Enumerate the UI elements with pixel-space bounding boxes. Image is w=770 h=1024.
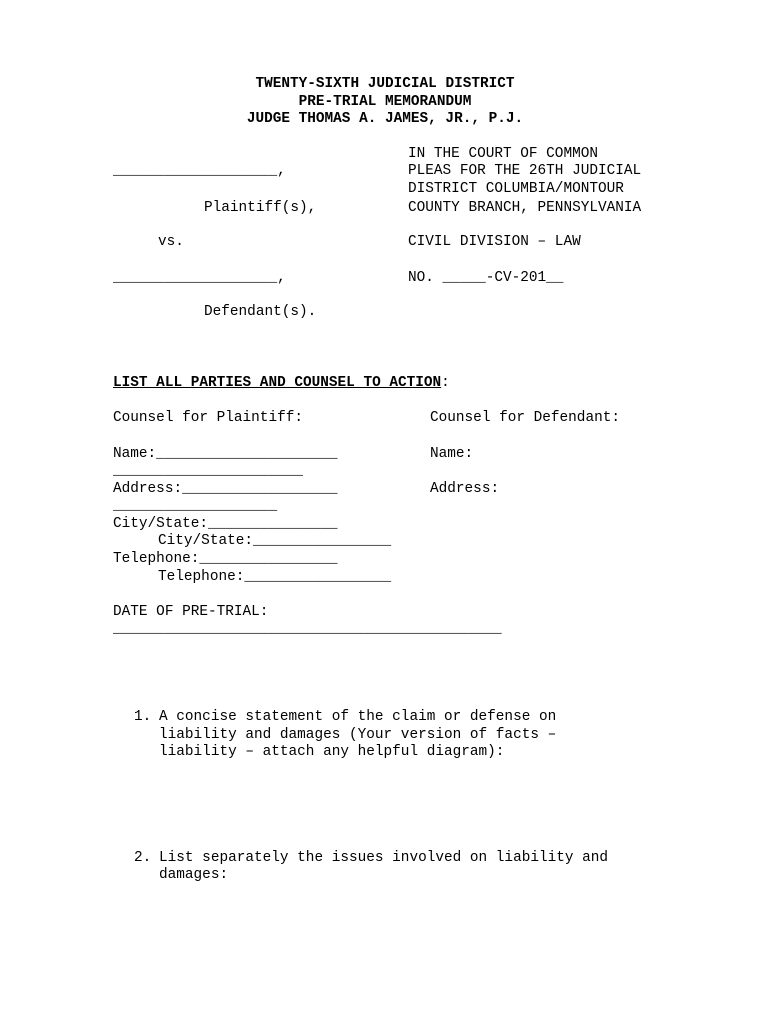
defendant-address-field: Address:: [430, 481, 500, 497]
plaintiff-address-continuation: ___________________: [113, 498, 278, 514]
item-1-line-2: liability and damages (Your version of facts –: [159, 727, 557, 743]
court-line-1: IN THE COURT OF COMMON: [408, 146, 598, 162]
defendant-blank: ___________________,: [113, 270, 286, 286]
parties-heading-colon: :: [441, 375, 450, 391]
pretrial-date-blank: _____________________________________________: [113, 621, 502, 637]
district-title: TWENTY-SIXTH JUDICIAL DISTRICT: [255, 76, 515, 92]
defendant-label: Defendant(s).: [204, 304, 317, 320]
item-2-line-2: damages:: [159, 867, 229, 883]
defendant-counsel-label: Counsel for Defendant:: [430, 410, 620, 426]
court-line-3: DISTRICT COLUMBIA/MONTOUR: [408, 181, 624, 197]
memorandum-title: PRE-TRIAL MEMORANDUM: [298, 94, 472, 110]
item-1-number: 1.: [134, 709, 152, 725]
court-line-2: PLEAS FOR THE 26TH JUDICIAL: [408, 163, 642, 179]
case-number: NO. _____-CV-201__: [408, 270, 564, 286]
parties-heading-text: LIST ALL PARTIES AND COUNSEL TO ACTION: [113, 375, 442, 391]
defendant-name-field: Name:: [430, 446, 474, 462]
plaintiff-address-field: Address:__________________: [113, 481, 338, 497]
plaintiff-telephone-field: Telephone:________________: [113, 551, 338, 567]
plaintiff-name-field: Name:_____________________: [113, 446, 338, 462]
defendant-telephone-field: Telephone:_________________: [158, 569, 392, 585]
item-1-line-1: A concise statement of the claim or defense on: [159, 709, 557, 725]
pretrial-date-label: DATE OF PRE-TRIAL:: [113, 604, 269, 620]
division-label: CIVIL DIVISION – LAW: [408, 234, 581, 250]
plaintiff-blank: ___________________,: [113, 163, 286, 179]
court-line-4: COUNTY BRANCH, PENNSYLVANIA: [408, 200, 642, 216]
item-2-line-1: List separately the issues involved on liability and: [159, 850, 609, 866]
judge-title: JUDGE THOMAS A. JAMES, JR., P.J.: [246, 111, 524, 127]
versus-label: vs.: [158, 234, 184, 250]
plaintiff-label: Plaintiff(s),: [204, 200, 317, 216]
plaintiff-city-field: City/State:_______________: [113, 516, 338, 532]
plaintiff-counsel-label: Counsel for Plaintiff:: [113, 410, 303, 426]
plaintiff-name-continuation: ______________________: [113, 463, 303, 479]
parties-heading: [113, 375, 450, 393]
defendant-city-field: City/State:________________: [158, 533, 392, 549]
item-2-number: 2.: [134, 850, 152, 866]
item-1-line-3: liability – attach any helpful diagram):: [159, 744, 505, 760]
